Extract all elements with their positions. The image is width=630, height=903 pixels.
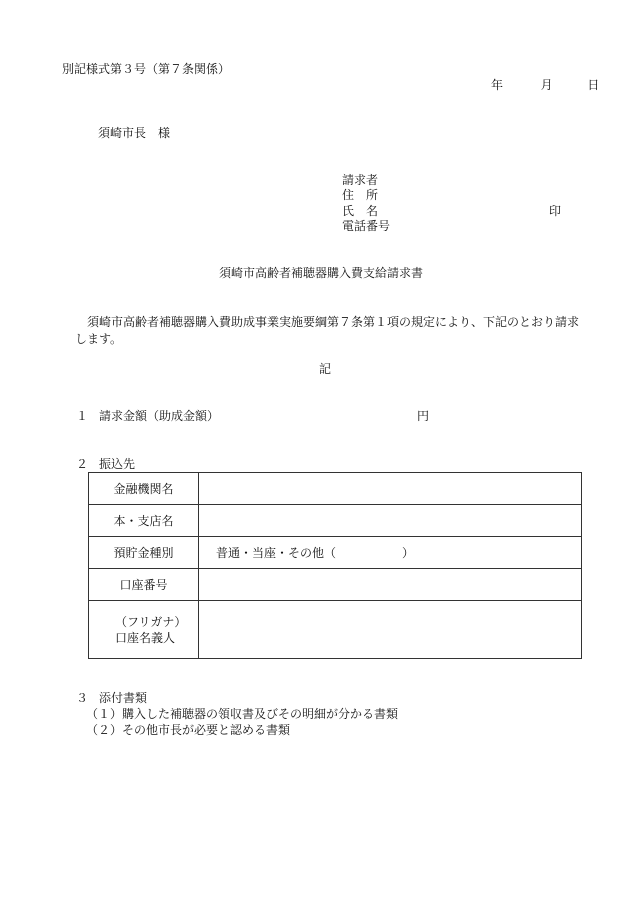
bank-name-field[interactable] [199,473,582,505]
account-type-label: 預貯金種別 [89,537,199,569]
claimant-name-label: 氏 名 [342,204,379,218]
date-year: 年 [491,78,504,92]
table-row [89,505,582,537]
seal-mark: 印 [549,204,562,218]
addressee: 須崎市長 様 [98,126,171,140]
branch-name-field[interactable] [199,505,582,537]
ki-heading: 記 [319,362,332,376]
item1-number: １ [76,409,89,423]
table-row [89,473,582,505]
bank-table [88,472,582,659]
branch-name-label: 本・支店名 [89,505,199,537]
claimant-phone-label: 電話番号 [342,219,391,233]
document-title: 須崎市高齢者補聴器購入費支給請求書 [219,266,424,280]
item3-label: 添付書類 [99,691,148,705]
item2-number: ２ [76,457,89,471]
date-day: 日 [587,78,600,92]
claimant-heading: 請求者 [342,173,379,187]
item2-label: 振込先 [99,457,136,471]
item3-number: ３ [76,691,89,705]
account-number-field[interactable] [199,569,582,601]
account-type-close: ） [402,546,415,560]
claimant-address-label: 住 所 [342,188,379,202]
date-month: 月 [540,78,553,92]
bank-name-label: 金融機関名 [89,473,199,505]
list-item: （１）購入した補聴器の領収書及びその明細が分かる書類 [86,707,399,721]
item1-label: 請求金額（助成金額） [99,409,220,423]
account-number-label: 口座番号 [89,569,199,601]
account-type-options: 普通・当座・その他（ [216,546,337,560]
account-type-field[interactable] [199,537,582,569]
list-item: （２）その他市長が必要と認める書類 [86,723,291,737]
form-number: 別記様式第３号（第７条関係） [62,62,231,76]
body-paragraph: 須崎市高齢者補聴器購入費助成事業実施要綱第７条第１項の規定により、下記のとおり請求します。 [75,315,580,346]
account-holder-text: 口座名義人 [115,630,176,645]
table-row [89,569,582,601]
item1-unit: 円 [417,409,430,423]
date-line [491,78,599,93]
table-row [89,601,582,659]
table-row [89,537,582,569]
account-holder-field[interactable] [199,601,582,659]
account-holder-label [89,601,199,659]
furigana-label: （フリガナ） [115,614,187,629]
